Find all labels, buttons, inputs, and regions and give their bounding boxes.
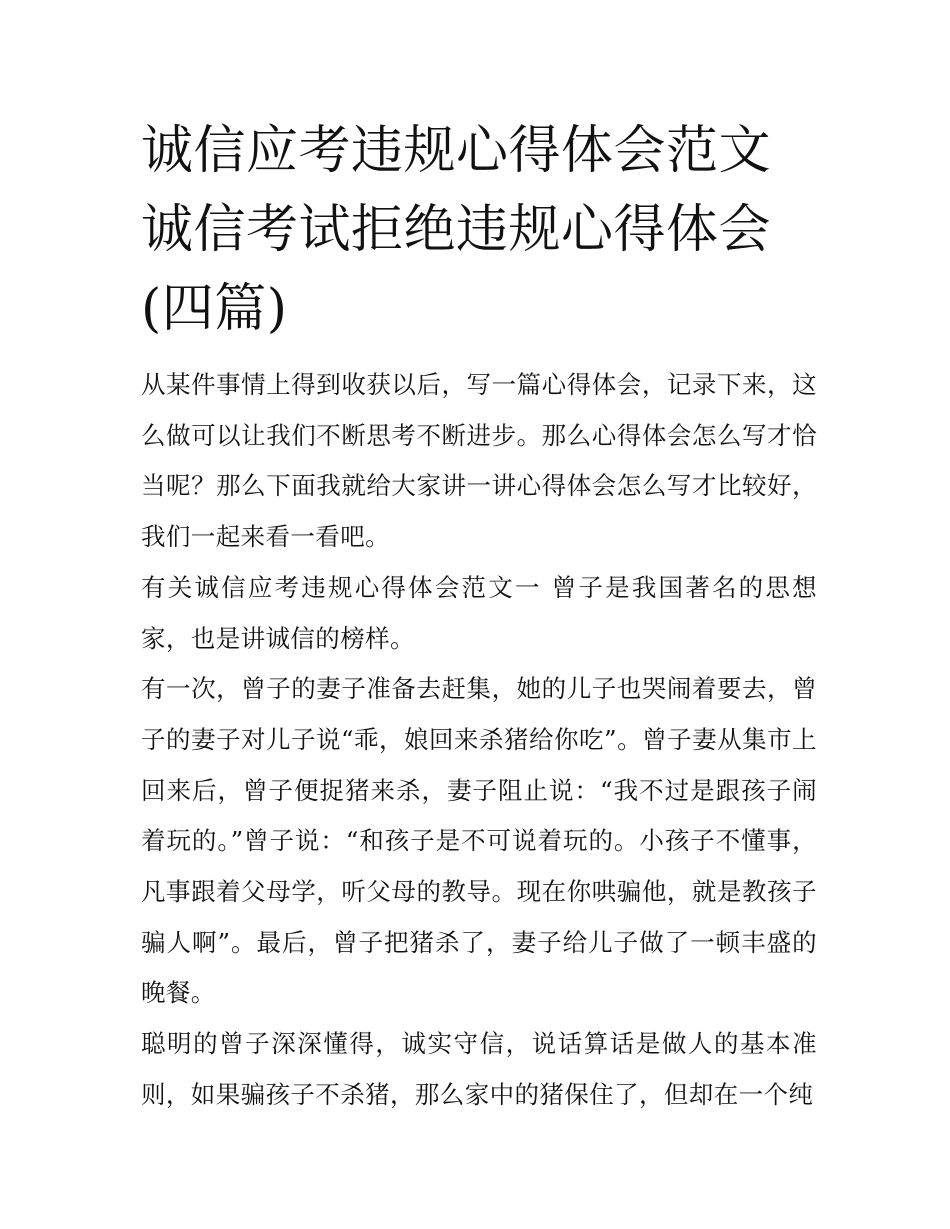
paragraph-essay-one-heading: 有关诚信应考违规心得体会范文一 曾子是我国著名的思想家，也是讲诚信的榜样。 [141,572,817,653]
paragraph-zengzi-lesson: 聪明的曾子深深懂得，诚实守信，说话算话是做人的基本准则，如果骗孩子不杀猪，那么家中的猪保住了，但却在一个纯 [141,1029,817,1109]
paragraph-intro: 从某件事情上得到收获以后，写一篇心得体会，记录下来，这么做可以让我们不断思考不断进步。那么心得体会怎么写才恰当呢？那么下面我就给大家讲一讲心得体会怎么写才比较好，我们一起来看一看吧。 [141,370,817,552]
document-title: 诚信应考违规心得体会范文 诚信考试拒绝违规心得体会(四篇) [141,121,772,339]
document-body [141,112,817,1121]
paragraph-zengzi-story: 有一次，曾子的妻子准备去赶集，她的儿子也哭闹着要去，曾子的妻子对儿子说“乖，娘回来杀猪给你吃”。曾子妻从集市上回来后，曾子便捉猪来杀，妻子阻止说：“我不过是跟孩子闹着玩的。”曾子说：“和孩子是不可说着玩的。小孩子不懂事，凡事跟着父母学，听父母的教导。现在你哄骗他，就是教孩子骗人啊”。最后，曾子把猪杀了，妻子给儿子做了一顿丰盛的晚餐。 [141,674,817,1008]
